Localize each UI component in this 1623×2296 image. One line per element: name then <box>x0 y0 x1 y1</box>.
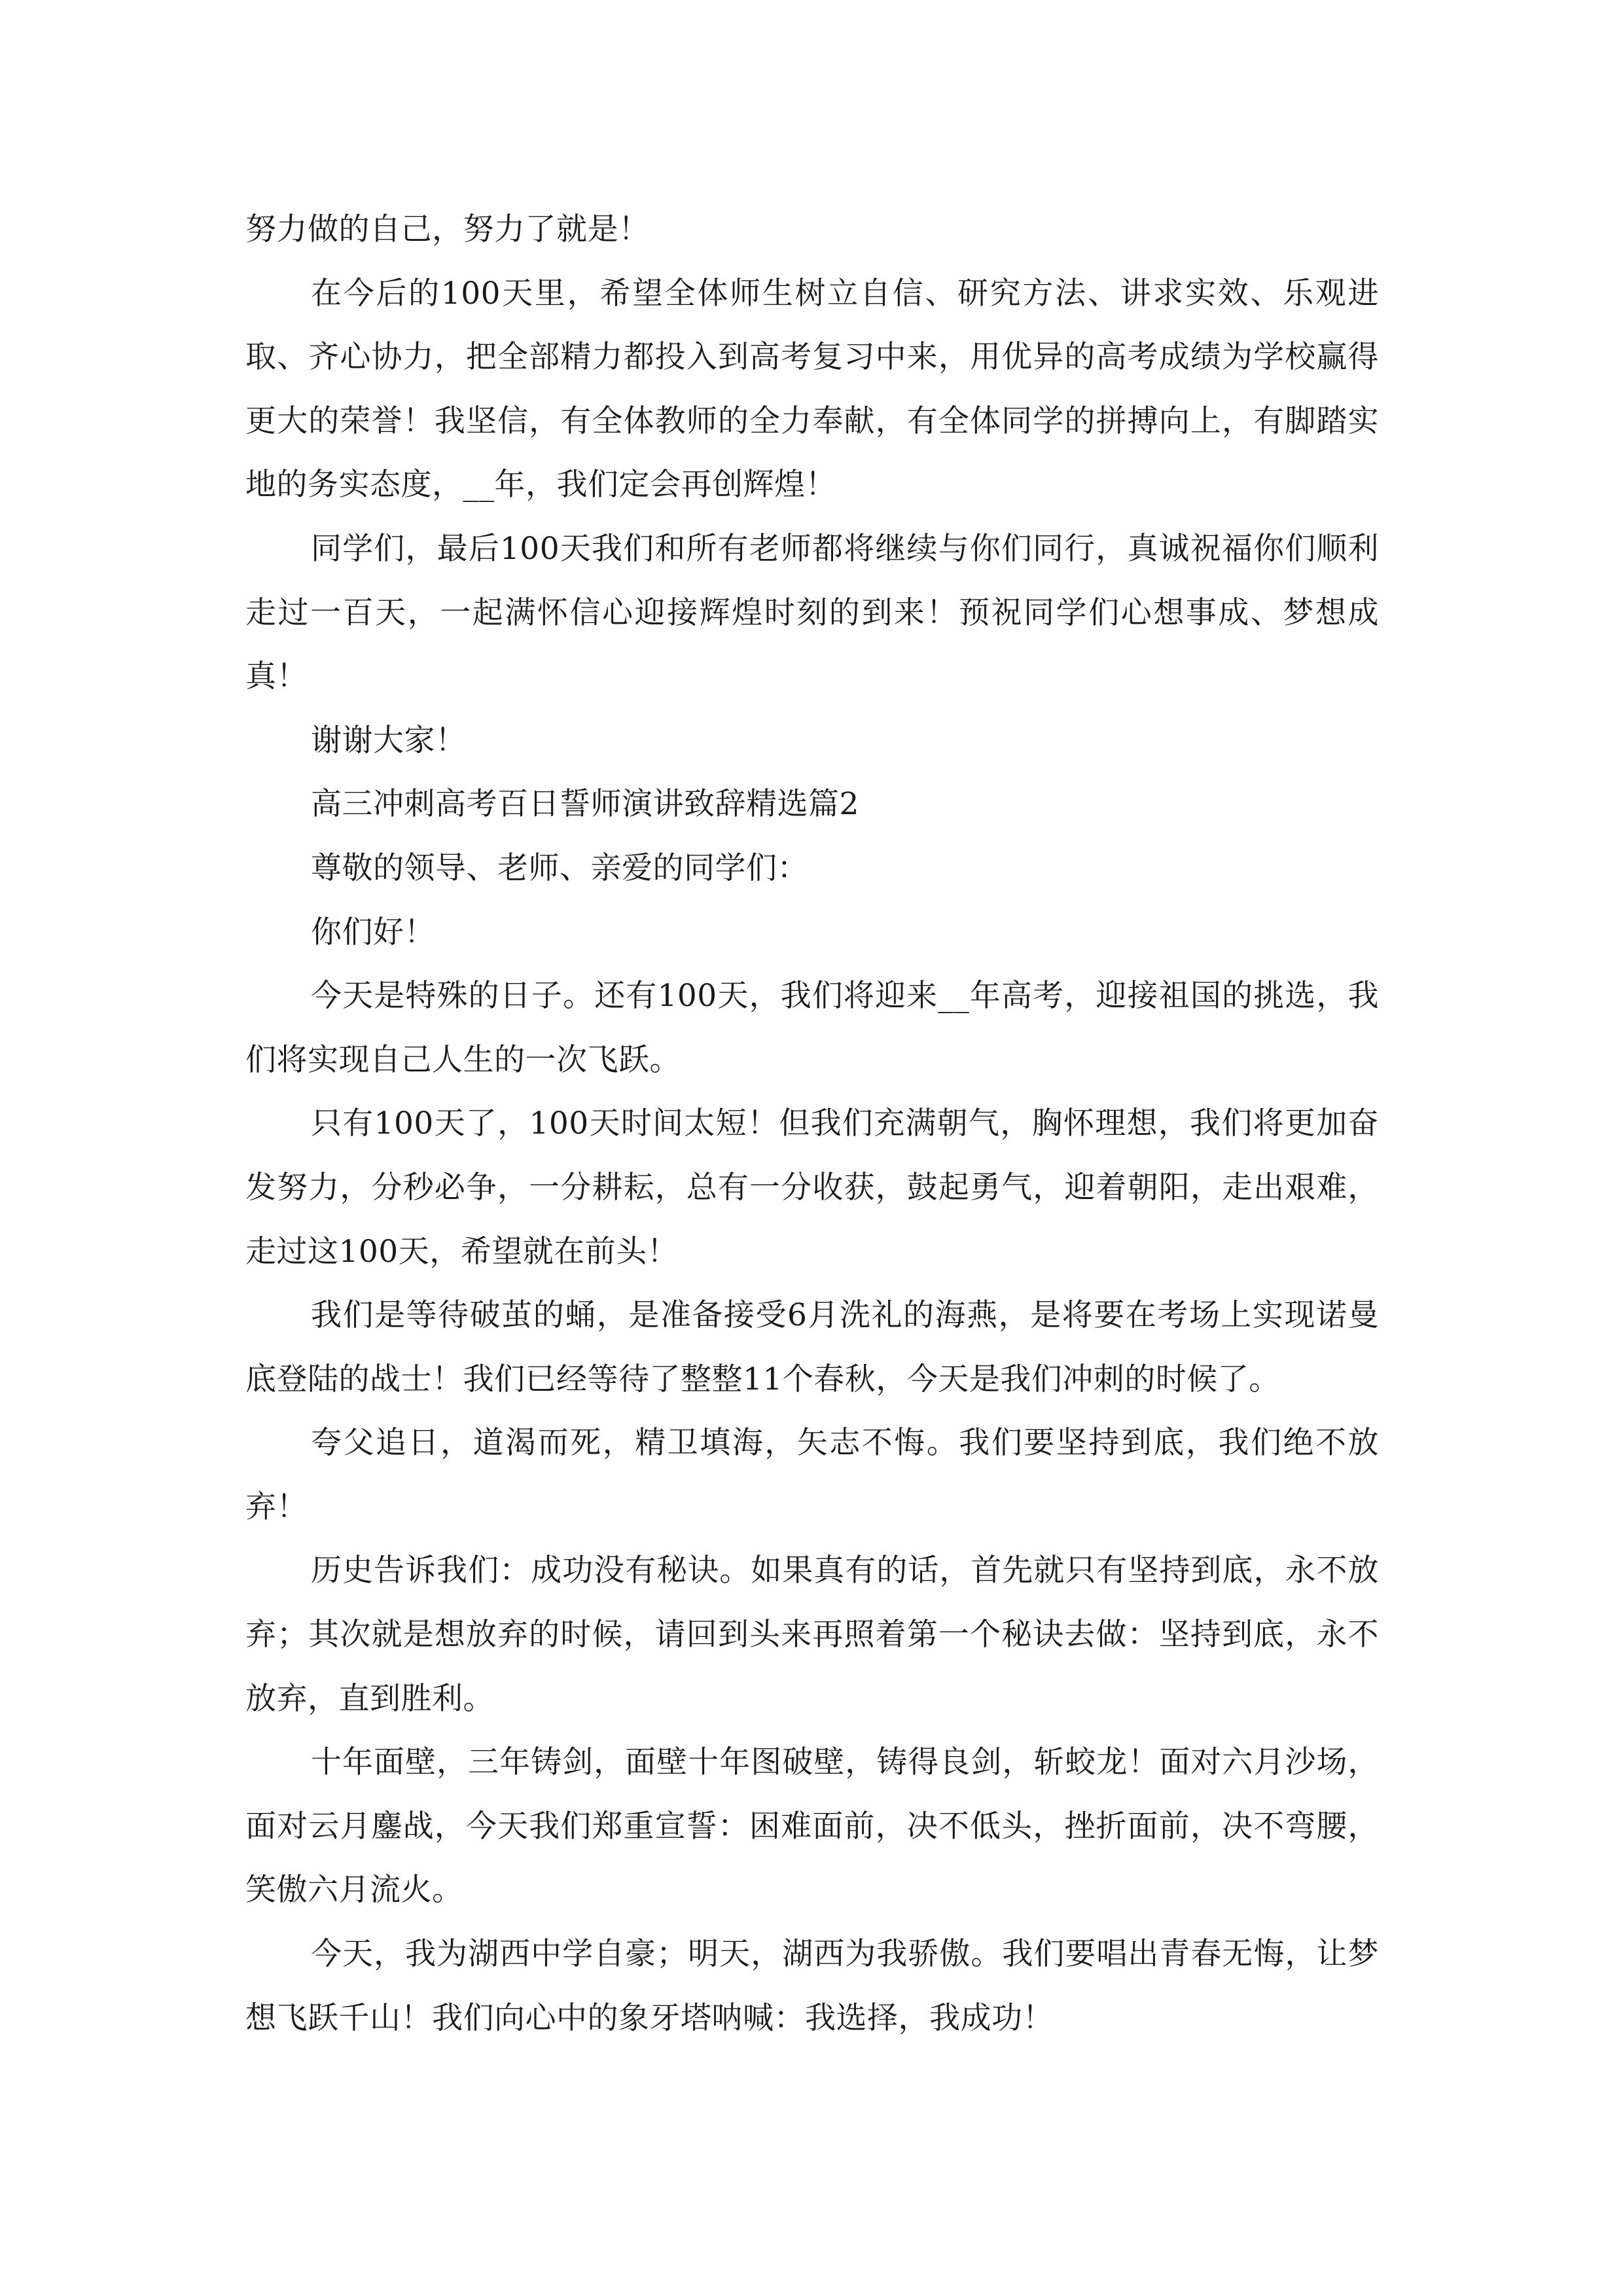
paragraph: 历史告诉我们：成功没有秘诀。如果真有的话，首先就只有坚持到底，永不放弃；其次就是想放弃的时候，请回到头来再照着第一个秘诀去做：坚持到底，永不放弃，直到胜利。 <box>245 1552 1379 1717</box>
salutation: 尊敬的领导、老师、亲爱的同学们： <box>311 850 808 886</box>
paragraph: 我们是等待破茧的蛹，是准备接受6月洗礼的海燕，是将要在考场上实现诺曼底登陆的战士！我们已经等待了整整11个春秋，今天是我们冲刺的时候了。 <box>245 1297 1379 1397</box>
paragraph: 今天，我为湖西中学自豪；明天，湖西为我骄傲。我们要唱出青春无悔，让梦想飞跃千山！我们向心中的象牙塔呐喊：我选择，我成功！ <box>245 1936 1379 2036</box>
paragraph: 十年面壁，三年铸剑，面壁十年图破壁，铸得良剑，斩蛟龙！面对六月沙场，面对云月鏖战，今天我们郑重宣誓：困难面前，决不低头，挫折面前，决不弯腰，笑傲六月流火。 <box>245 1744 1379 1909</box>
paragraph: 只有100天了，100天时间太短！但我们充满朝气，胸怀理想，我们将更加奋发努力，分秒必争，一分耕耘，总有一分收获，鼓起勇气，迎着朝阳，走出艰难，走过这100天，希望就在前头！ <box>245 1105 1379 1270</box>
paragraph: 今天是特殊的日子。还有100天，我们将迎来__年高考，迎接祖国的挑选，我们将实现自己人生的一次飞跃。 <box>245 978 1379 1078</box>
document-body <box>245 198 1379 2050</box>
paragraph: 谢谢大家！ <box>311 722 467 759</box>
paragraph: 同学们，最后100天我们和所有老师都将继续与你们同行，真诚祝福你们顺利走过一百天，一起满怀信心迎接辉煌时刻的到来！预祝同学们心想事成、梦想成真！ <box>245 530 1379 695</box>
paragraph: 努力做的自己，努力了就是！ <box>245 211 650 247</box>
section-heading: 高三冲刺高考百日誓师演讲致辞精选篇2 <box>311 786 859 823</box>
greeting: 你们好！ <box>311 914 435 950</box>
paragraph: 在今后的100天里，希望全体师生树立自信、研究方法、讲求实效、乐观进取、齐心协力，把全部精力都投入到高考复习中来，用优异的高考成绩为学校赢得更大的荣誉！我坚信，有全体教师的全力奉献，有全体同学的拼搏向上，有脚踏实地的务实态度，__年，我们定会再创辉煌！ <box>245 275 1379 503</box>
paragraph: 夸父追日，道渴而死，精卫填海，矢志不悔。我们要坚持到底，我们绝不放弃！ <box>245 1425 1379 1525</box>
